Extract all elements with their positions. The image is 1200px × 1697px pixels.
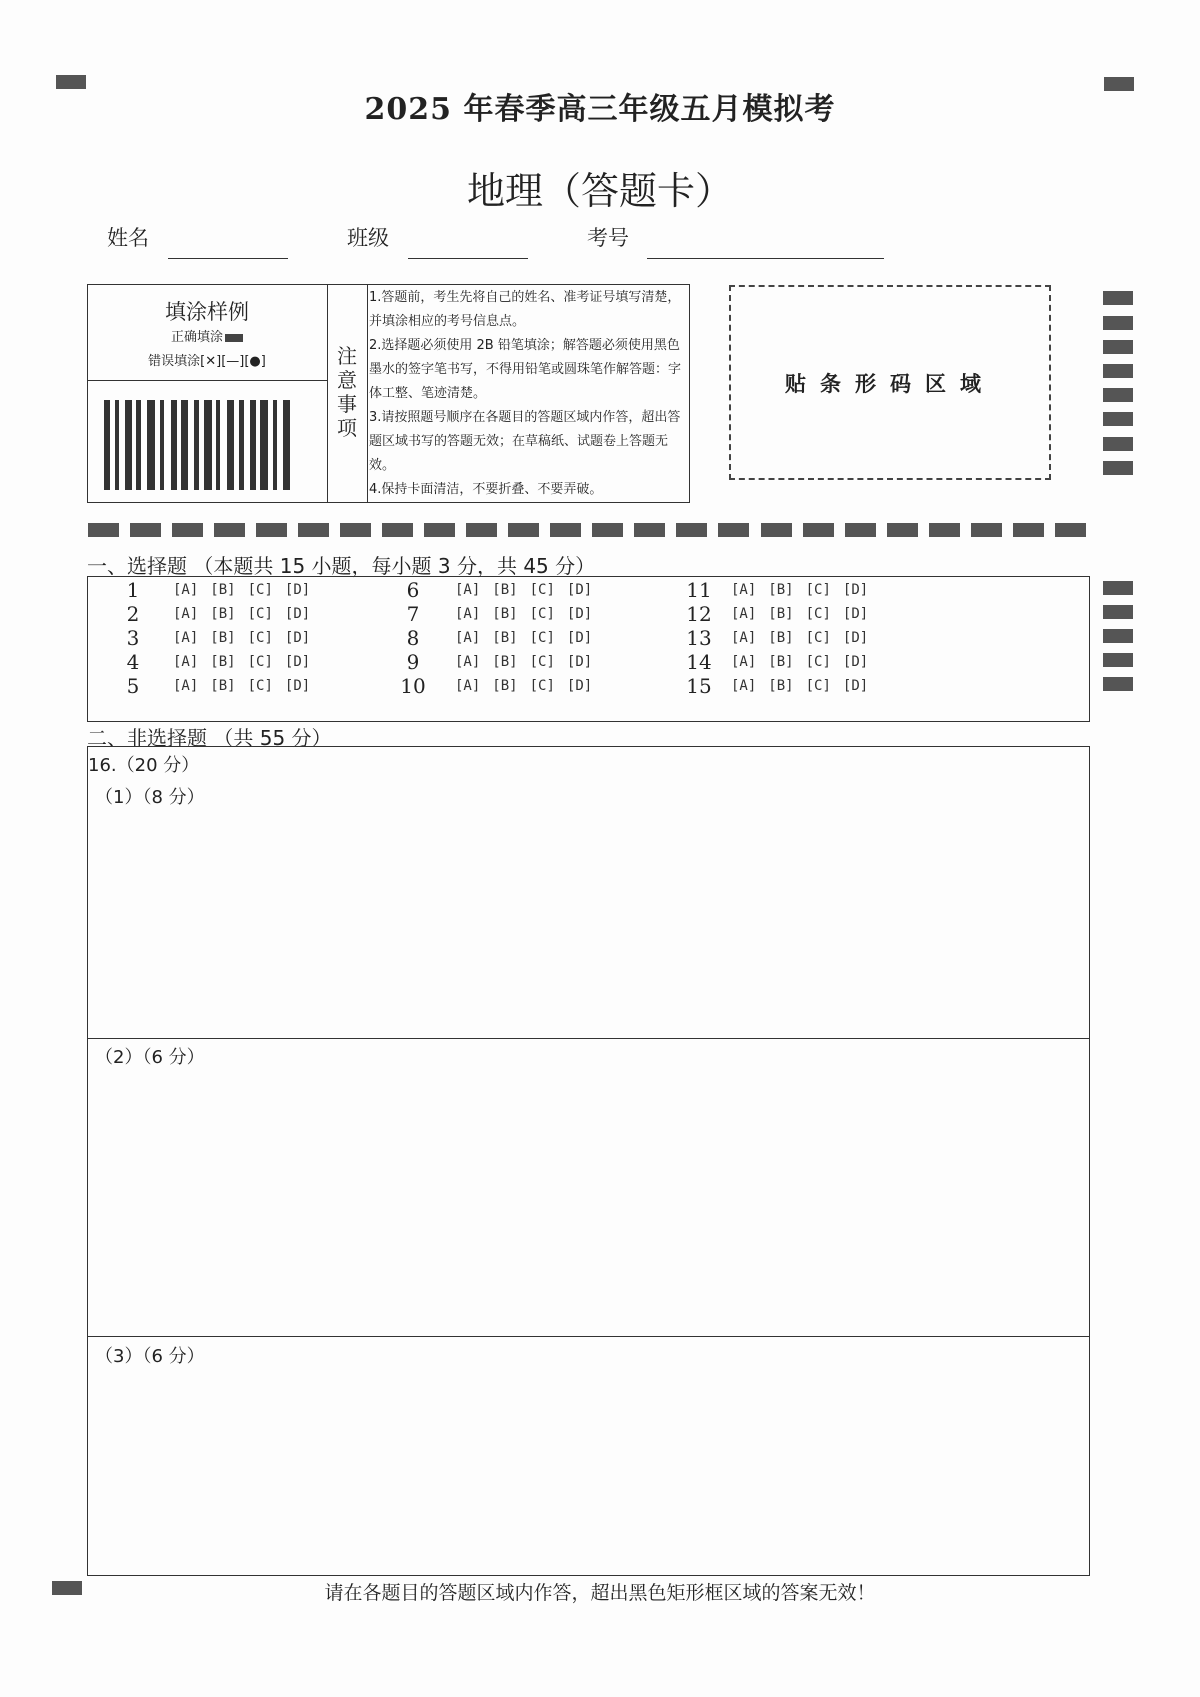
question-number: 11 bbox=[686, 578, 712, 602]
option-c-bubble[interactable]: [C] bbox=[805, 582, 831, 598]
notes-list bbox=[369, 286, 687, 502]
question-column bbox=[113, 578, 310, 698]
option-a-bubble[interactable]: [A] bbox=[731, 606, 757, 622]
question-row bbox=[679, 674, 868, 698]
option-a-bubble[interactable]: [A] bbox=[173, 654, 199, 670]
question-row bbox=[393, 602, 592, 626]
timing-mark bbox=[1103, 364, 1133, 378]
timing-mark bbox=[1103, 316, 1133, 330]
name-label: 姓名 bbox=[107, 226, 149, 250]
info-box-divider bbox=[327, 284, 328, 503]
question-row bbox=[113, 602, 310, 626]
timing-mark bbox=[1103, 653, 1133, 667]
option-b-bubble[interactable]: [B] bbox=[210, 678, 236, 694]
question-row bbox=[679, 602, 868, 626]
question-column bbox=[679, 578, 868, 698]
subject-title: 地理（答题卡） bbox=[466, 169, 733, 213]
question-row bbox=[393, 650, 592, 674]
question-number: 8 bbox=[406, 626, 420, 650]
timing-mark bbox=[1103, 340, 1133, 354]
timing-mark bbox=[1103, 291, 1133, 305]
question-row bbox=[393, 578, 592, 602]
question-number: 7 bbox=[406, 602, 420, 626]
timing-mark bbox=[1103, 629, 1133, 643]
option-d-bubble[interactable]: [D] bbox=[284, 678, 311, 694]
option-c-bubble[interactable]: [C] bbox=[247, 582, 273, 598]
option-d-bubble[interactable]: [D] bbox=[842, 630, 869, 646]
question-number: 10 bbox=[400, 674, 426, 698]
question-row bbox=[679, 626, 868, 650]
question-number: 4 bbox=[126, 650, 140, 674]
class-field[interactable] bbox=[408, 258, 528, 259]
option-d-bubble[interactable]: [D] bbox=[566, 582, 593, 598]
option-d-bubble[interactable]: [D] bbox=[842, 606, 869, 622]
question-row bbox=[113, 650, 310, 674]
correct-fill-sample bbox=[87, 326, 327, 345]
note-item: 3.请按照题号顺序在各题目的答题区域内作答，超出答题区域书写的答题无效；在草稿纸、试题卷上答题无效。 bbox=[369, 410, 681, 473]
option-a-bubble[interactable]: [A] bbox=[455, 582, 481, 598]
question-row bbox=[393, 674, 592, 698]
option-b-bubble[interactable]: [B] bbox=[492, 606, 518, 622]
option-d-bubble[interactable]: [D] bbox=[566, 630, 593, 646]
timing-mark bbox=[1103, 412, 1133, 426]
option-d-bubble[interactable]: [D] bbox=[284, 582, 311, 598]
option-b-bubble[interactable]: [B] bbox=[210, 606, 236, 622]
option-b-bubble[interactable]: [B] bbox=[768, 678, 794, 694]
option-b-bubble[interactable]: [B] bbox=[210, 654, 236, 670]
wrong-fill-marks: [✕][—][●] bbox=[200, 354, 266, 369]
part-3-label: （3）（6 分） bbox=[95, 1346, 205, 1367]
question-number: 2 bbox=[126, 602, 140, 626]
option-d-bubble[interactable]: [D] bbox=[566, 678, 593, 694]
section2-title: 二、非选择题 （共 55 分） bbox=[87, 726, 332, 750]
option-b-bubble[interactable]: [B] bbox=[492, 582, 518, 598]
question-row bbox=[113, 674, 310, 698]
question-number: 6 bbox=[406, 578, 420, 602]
option-b-bubble[interactable]: [B] bbox=[768, 630, 794, 646]
option-c-bubble[interactable]: [C] bbox=[247, 606, 273, 622]
option-a-bubble[interactable]: [A] bbox=[455, 678, 481, 694]
note-item: 4.保持卡面清洁，不要折叠、不要弄破。 bbox=[369, 482, 603, 497]
option-c-bubble[interactable]: [C] bbox=[529, 606, 555, 622]
notes-heading-char: 项 bbox=[337, 416, 357, 440]
question-number: 5 bbox=[126, 674, 140, 698]
question-column bbox=[393, 578, 592, 698]
option-c-bubble[interactable]: [C] bbox=[247, 630, 273, 646]
filled-bubble-icon bbox=[225, 334, 243, 342]
question-number: 14 bbox=[686, 650, 712, 674]
option-a-bubble[interactable]: [A] bbox=[173, 630, 199, 646]
exam-title: 2025 年春季高三年级五月模拟考 bbox=[364, 92, 836, 127]
timing-mark bbox=[1103, 437, 1133, 451]
section1-title: 一、选择题 （本题共 15 小题，每小题 3 分，共 45 分） bbox=[87, 554, 596, 578]
option-b-bubble[interactable]: [B] bbox=[492, 654, 518, 670]
option-c-bubble[interactable]: [C] bbox=[247, 678, 273, 694]
option-a-bubble[interactable]: [A] bbox=[173, 606, 199, 622]
option-c-bubble[interactable]: [C] bbox=[529, 678, 555, 694]
part-1-label: （1）（8 分） bbox=[95, 787, 205, 808]
option-b-bubble[interactable]: [B] bbox=[768, 606, 794, 622]
question-row bbox=[113, 626, 310, 650]
fill-sample-title: 填涂样例 bbox=[165, 300, 249, 324]
option-d-bubble[interactable]: [D] bbox=[842, 582, 869, 598]
name-field[interactable] bbox=[168, 258, 288, 259]
part-2-label: （2）（6 分） bbox=[95, 1047, 205, 1068]
footer-warning: 请在各题目的答题区域内作答，超出黑色矩形框区域的答案无效！ bbox=[324, 1582, 876, 1604]
timing-mark bbox=[1103, 677, 1133, 691]
question-row bbox=[679, 578, 868, 602]
timing-mark bbox=[1103, 581, 1133, 595]
wrong-fill-label: 错误填涂 bbox=[148, 354, 201, 369]
notes-heading bbox=[329, 344, 365, 440]
sample-divider bbox=[87, 380, 327, 381]
notes-heading-char: 注 bbox=[337, 344, 357, 368]
question-number: 1 bbox=[126, 578, 140, 602]
option-a-bubble[interactable]: [A] bbox=[455, 654, 481, 670]
option-b-bubble[interactable]: [B] bbox=[210, 630, 236, 646]
option-d-bubble[interactable]: [D] bbox=[284, 606, 311, 622]
info-box-divider bbox=[367, 284, 368, 503]
option-d-bubble[interactable]: [D] bbox=[566, 606, 593, 622]
option-b-bubble[interactable]: [B] bbox=[768, 582, 794, 598]
option-d-bubble[interactable]: [D] bbox=[284, 630, 311, 646]
option-c-bubble[interactable]: [C] bbox=[805, 630, 831, 646]
timing-mark bbox=[1103, 605, 1133, 619]
printed-barcode bbox=[104, 400, 314, 490]
option-a-bubble[interactable]: [A] bbox=[731, 630, 757, 646]
option-c-bubble[interactable]: [C] bbox=[805, 654, 831, 670]
option-c-bubble[interactable]: [C] bbox=[529, 630, 555, 646]
exam-id-label: 考号 bbox=[587, 226, 629, 250]
part-divider bbox=[87, 1038, 1090, 1039]
option-a-bubble[interactable]: [A] bbox=[731, 582, 757, 598]
option-d-bubble[interactable]: [D] bbox=[842, 654, 869, 670]
question-number: 12 bbox=[686, 602, 712, 626]
question-row bbox=[679, 650, 868, 674]
free-response-box[interactable] bbox=[87, 746, 1090, 1576]
option-b-bubble[interactable]: [B] bbox=[210, 582, 236, 598]
option-a-bubble[interactable]: [A] bbox=[173, 678, 199, 694]
option-b-bubble[interactable]: [B] bbox=[492, 630, 518, 646]
class-label: 班级 bbox=[347, 226, 389, 250]
question-16-label: 16.（20 分） bbox=[88, 755, 200, 776]
question-row bbox=[393, 626, 592, 650]
question-number: 13 bbox=[686, 626, 712, 650]
option-c-bubble[interactable]: [C] bbox=[805, 678, 831, 694]
question-number: 9 bbox=[406, 650, 420, 674]
part-divider bbox=[87, 1336, 1090, 1337]
timing-mark bbox=[1103, 388, 1133, 402]
option-b-bubble[interactable]: [B] bbox=[768, 654, 794, 670]
option-c-bubble[interactable]: [C] bbox=[805, 606, 831, 622]
option-a-bubble[interactable]: [A] bbox=[455, 606, 481, 622]
option-c-bubble[interactable]: [C] bbox=[529, 654, 555, 670]
option-b-bubble[interactable]: [B] bbox=[492, 678, 518, 694]
correct-fill-label: 正确填涂 bbox=[170, 330, 223, 345]
option-c-bubble[interactable]: [C] bbox=[247, 654, 273, 670]
timing-track bbox=[88, 523, 1086, 539]
question-number: 15 bbox=[686, 674, 712, 698]
option-d-bubble[interactable]: [D] bbox=[284, 654, 311, 670]
notes-heading-char: 事 bbox=[337, 392, 357, 416]
option-a-bubble[interactable]: [A] bbox=[173, 582, 199, 598]
exam-id-field[interactable] bbox=[647, 258, 884, 259]
notes-heading-char: 意 bbox=[337, 368, 357, 392]
barcode-sticker-area bbox=[729, 285, 1051, 480]
note-item: 2.选择题必须使用 2B 铅笔填涂；解答题必须使用黑色墨水的签字笔书写，不得用铅笔或圆珠笔作解答题：字体工整、笔迹清楚。 bbox=[369, 338, 682, 401]
option-d-bubble[interactable]: [D] bbox=[842, 678, 869, 694]
option-a-bubble[interactable]: [A] bbox=[455, 630, 481, 646]
wrong-fill-sample bbox=[87, 350, 327, 369]
barcode-area-label: 贴条形码区域 bbox=[785, 370, 995, 396]
option-a-bubble[interactable]: [A] bbox=[731, 654, 757, 670]
timing-mark bbox=[1103, 461, 1133, 475]
note-item: 1.答题前，考生先将自己的姓名、准考证号填写清楚，并填涂相应的考号信息点。 bbox=[369, 290, 681, 329]
option-d-bubble[interactable]: [D] bbox=[566, 654, 593, 670]
question-number: 3 bbox=[126, 626, 140, 650]
option-c-bubble[interactable]: [C] bbox=[529, 582, 555, 598]
question-row bbox=[113, 578, 310, 602]
option-a-bubble[interactable]: [A] bbox=[731, 678, 757, 694]
